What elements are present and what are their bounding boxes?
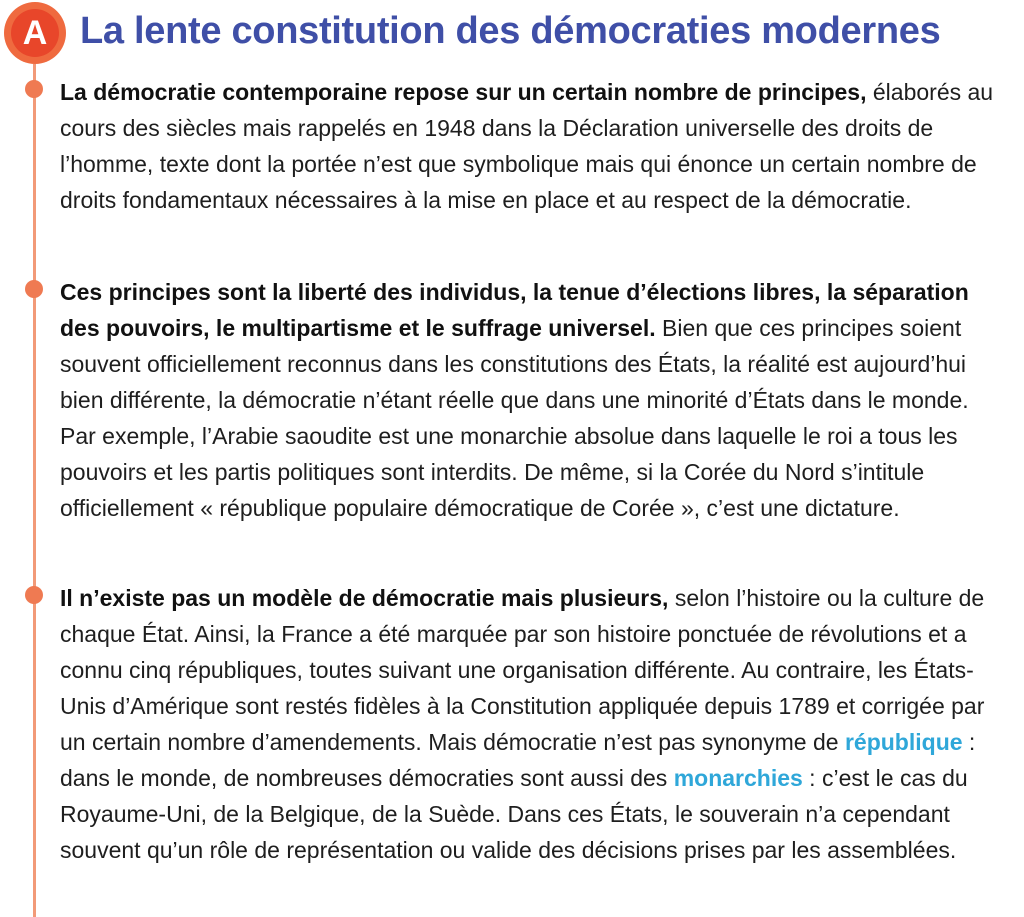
section-badge <box>4 2 66 64</box>
paragraph-principles-list <box>60 274 1008 526</box>
timeline-line <box>33 64 36 917</box>
paragraph-lead: Ces principes sont la liberté des individus, la tenue d’élections libres, la séparation des pouvoirs, le multipartisme et le suffrage universel. <box>60 279 969 341</box>
paragraph-lead: Il n’existe pas un modèle de démocratie mais plusieurs, <box>60 585 669 611</box>
bullet-dot <box>25 280 43 298</box>
keyword-republique[interactable]: république <box>844 729 963 755</box>
bullet-dot <box>25 80 43 98</box>
bullet-dot <box>25 586 43 604</box>
paragraph-body: Bien que ces principes soient souvent officiellement reconnus dans les constitutions des États, la réalité est aujourd’hui bien différente, la démocratie n’étant réelle que dans une minorité d’États dans le monde. Par exemple, l’Arabie saoudite est une monarchie absolue dans laquelle le roi a tous les pouvoirs et les partis politiques sont interdits. De même, si la Corée du Nord s’intitule officiellement « république populaire démocratique de Corée », c’est une dictature. <box>60 315 969 521</box>
section-letter: A <box>11 9 59 57</box>
paragraph-body: élaborés au cours des siècles mais rappelés en 1948 dans la Déclaration universelle des droits de l’homme, texte dont la portée n’est que symbolique mais qui énonce un certain nombre de droits fondamentaux nécessaires à la mise en place et au respect de la démocratie. <box>60 79 994 213</box>
keyword-monarchies[interactable]: monarchies <box>673 765 803 791</box>
paragraph-lead: La démocratie contemporaine repose sur un certain nombre de principes, <box>60 79 867 105</box>
paragraph-principles <box>60 74 1008 218</box>
paragraph-models <box>60 580 1008 868</box>
paragraph-body: selon l’histoire ou la culture de chaque État. Ainsi, la France a été marquée par son histoire ponctuée de révolutions et a connu cinq républiques, toutes suivant une organisation différente. Au contraire, les États-Unis d’Amérique sont restés fidèles à la Constitution appliquée depuis 1789 et corrigée par un certain nombre d’amendements. Mais démocratie n’est pas synonyme de <box>60 585 985 755</box>
paragraph-body: : c’est le cas du Royaume-Uni, de la Belgique, de la Suède. Dans ces États, le souverain n’a cependant souvent qu’un rôle de représentation ou valide des décisions prises par les assemblées. <box>60 765 968 863</box>
section-title: La lente constitution des démocraties modernes <box>80 10 941 52</box>
paragraph-body: : dans le monde, de nombreuses démocraties sont aussi des <box>60 729 976 791</box>
